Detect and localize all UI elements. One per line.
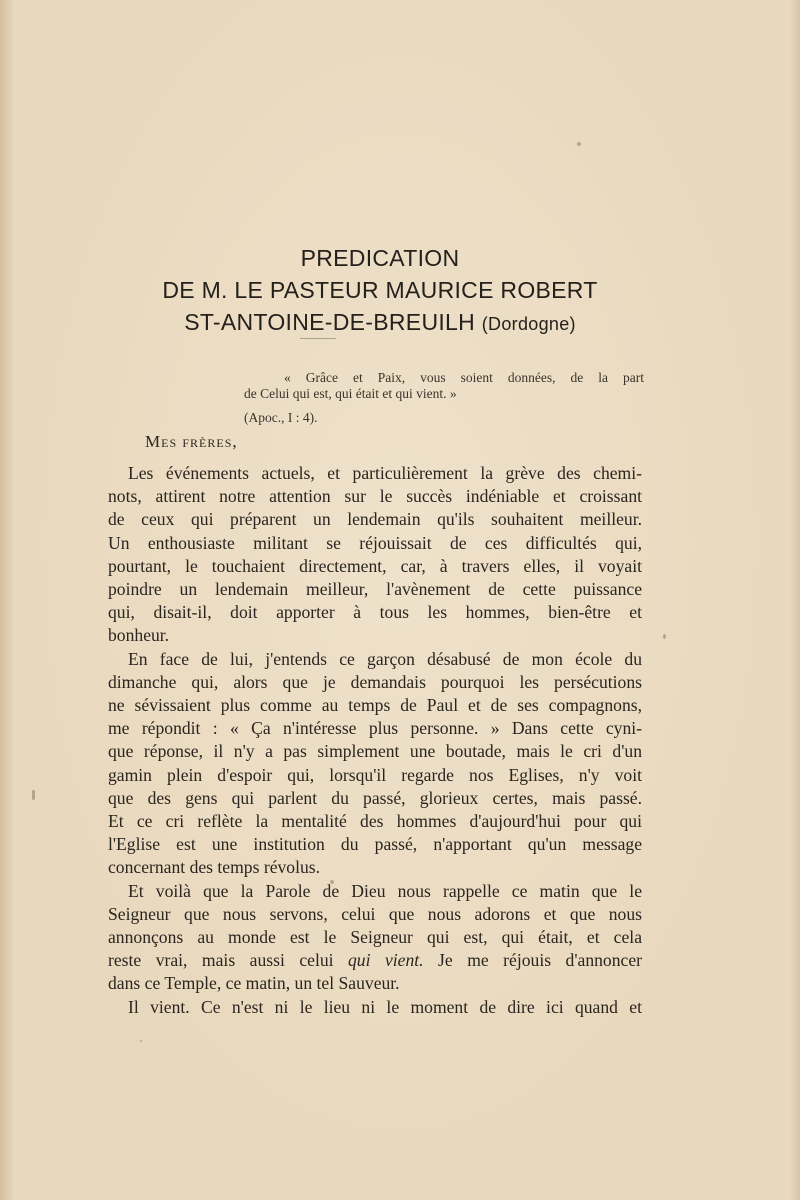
epigraph-line-1: « Grâce et Paix, vous soient données, de la part	[284, 370, 644, 385]
paper-speck	[32, 790, 35, 800]
body-line: Il vient. Ce n'est ni le lieu ni le moment de dire ici quand et	[128, 996, 642, 1017]
body-line: que réponse, il n'y a pas simplement une boutade, mais le cri d'un	[108, 741, 642, 762]
paper-speck	[140, 1040, 142, 1042]
body-line: annonçons au monde est le Seigneur qui est, qui était, et cela	[108, 927, 642, 948]
body-line: poindre un lendemain meilleur, l'avènement de cette puissance	[108, 579, 642, 600]
title-region: (Dordogne)	[481, 314, 576, 334]
body-line: dans ce Temple, ce matin, un tel Sauveur.	[108, 973, 400, 994]
body-line: ne sévissaient plus comme au temps de Paul et de ses compagnons,	[108, 695, 642, 716]
body-line-with-emphasis	[108, 949, 642, 972]
emphasis-qui-vient: qui vient.	[348, 950, 424, 971]
title-line-1: PREDICATION	[300, 245, 460, 271]
title-divider	[300, 338, 336, 339]
body-line: l'Eglise est une institution du passé, n'apportant qu'un message	[108, 834, 642, 855]
body-line: dimanche qui, alors que je demandais pourquoi les persécutions	[108, 671, 642, 692]
title-line-2: DE M. LE PASTEUR MAURICE ROBERT	[162, 277, 598, 303]
sermon-body	[108, 462, 642, 1019]
body-line: me répondit : « Ça n'intéresse plus personne. » Dans cette cyni-	[108, 718, 642, 739]
body-line: Et voilà que la Parole de Dieu nous rappelle ce matin que le	[128, 880, 642, 901]
body-line: gamin plein d'espoir qui, lorsqu'il regarde nos Eglises, n'y voit	[108, 764, 642, 785]
body-line: qui, disait-il, doit apporter à tous les hommes, bien-être et	[108, 602, 642, 623]
epigraph	[244, 370, 644, 426]
body-line: bonheur.	[108, 625, 170, 646]
paper-speck	[663, 634, 666, 639]
body-line: nots, attirent notre attention sur le succès indéniable et croissant	[108, 486, 642, 507]
paper-speck	[330, 880, 334, 884]
salutation: Mes frères,	[145, 432, 238, 451]
body-line: En face de lui, j'entends ce garçon désabusé de mon école du	[128, 648, 642, 669]
epigraph-reference: (Apoc., I : 4).	[244, 410, 318, 425]
body-line: Et ce cri reflète la mentalité des hommes d'aujourd'hui pour qui	[108, 811, 642, 832]
body-line: que des gens qui parlent du passé, glorieux certes, mais passé.	[108, 787, 642, 808]
body-line: Un enthousiaste militant se réjouissait de ces difficultés qui,	[108, 532, 642, 553]
body-text-run: reste vrai, mais aussi celui	[108, 950, 348, 971]
body-line: de ceux qui préparent un lendemain qu'ils souhaitent meilleur.	[108, 509, 642, 530]
body-line: Les événements actuels, et particulièrement la grève des chemi-	[128, 463, 642, 483]
body-line: concernant des temps révolus.	[108, 857, 321, 878]
sermon-title	[0, 242, 760, 340]
body-line: Seigneur que nous servons, celui que nous adorons et que nous	[108, 903, 642, 924]
body-line: pourtant, le touchaient directement, car, à travers elles, il voyait	[108, 555, 642, 576]
body-text-run: Je me réjouis d'annoncer	[423, 950, 642, 971]
title-line-3	[0, 306, 760, 340]
epigraph-line-2: de Celui qui est, qui était et qui vient. »	[244, 386, 457, 401]
title-place: ST-ANTOINE-DE-BREUILH	[184, 309, 476, 335]
paper-speck	[577, 142, 581, 146]
